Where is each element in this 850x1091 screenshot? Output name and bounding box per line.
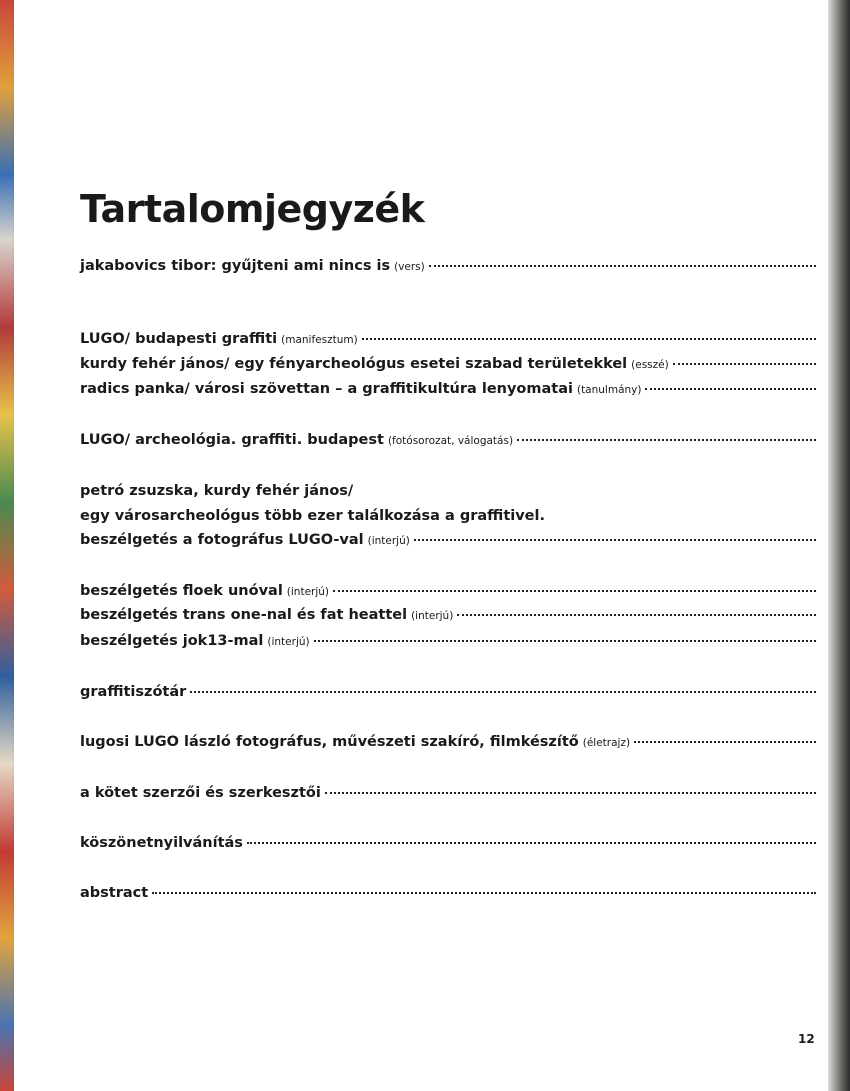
entry-title: petró zsuzska, kurdy fehér jános/ (80, 483, 354, 499)
dot-leader (634, 741, 816, 743)
entry-title: kurdy fehér jános/ egy fényarcheológus esetei szabad területekkel (80, 356, 628, 372)
dot-leader (517, 439, 816, 441)
entry-genre: (manifesztum) (281, 334, 358, 346)
toc-entry-interju-lugo (80, 531, 816, 550)
dot-leader (247, 842, 816, 844)
dot-leader (457, 614, 816, 616)
entry-title: LUGO/ archeológia. graffiti. budapest (80, 432, 384, 448)
dot-leader (190, 691, 816, 693)
entry-title: beszélgetés jok13-mal (80, 633, 264, 649)
entry-genre: (életrajz) (582, 737, 631, 749)
dot-leader (333, 590, 816, 592)
book-page (14, 0, 828, 1091)
entry-title: graffitiszótár (80, 684, 187, 700)
entry-genre: (interjú) (411, 610, 454, 622)
book-gutter-shadow (828, 0, 850, 1091)
entry-genre: (tanulmány) (576, 384, 642, 396)
entry-genre: (fotósorozat, válogatás) (387, 435, 514, 447)
entry-title: beszélgetés floek unóval (80, 583, 283, 599)
toc-entry-fotosorozat (80, 431, 816, 450)
entry-genre: (vers) (394, 261, 425, 273)
entry-title: radics panka/ városi szövettan – a graffitikultúra lenyomatai (80, 381, 573, 397)
toc-entry-subtitle-line (80, 507, 545, 525)
toc-entry-vers (80, 257, 816, 276)
entry-title: köszönetnyilvánítás (80, 835, 243, 851)
page-title: Tartalomjegyzék (80, 187, 425, 231)
toc-entry-essze (80, 355, 816, 374)
entry-title: abstract (80, 885, 149, 901)
dot-leader (414, 539, 816, 541)
entry-genre: (esszé) (631, 359, 669, 371)
toc-entry-manifesztum (80, 330, 816, 349)
dot-leader (314, 640, 816, 642)
entry-genre: (interjú) (367, 535, 410, 547)
toc-entry-authors-line (80, 482, 353, 500)
dot-leader (325, 792, 816, 794)
dot-leader (429, 265, 816, 267)
toc-entry-tanulmany (80, 380, 816, 399)
dot-leader (645, 388, 816, 390)
entry-title: a kötet szerzői és szerkesztői (80, 785, 321, 801)
page-number: 12 (798, 1032, 815, 1046)
toc-entry-interju-floek (80, 582, 816, 601)
entry-title: lugosi LUGO lászló fotográfus, művészeti szakíró, filmkészítő (80, 734, 579, 750)
dot-leader (362, 338, 816, 340)
entry-title: egy városarcheológus több ezer találkozása a graffitivel. (80, 508, 545, 524)
dot-leader (152, 892, 816, 894)
entry-title: jakabovics tibor: gyűjteni ami nincs is (80, 258, 391, 274)
toc-entry-abstract (80, 884, 816, 902)
toc-entry-interju-trans-one (80, 606, 816, 625)
entry-title: beszélgetés trans one-nal és fat heattel (80, 607, 408, 623)
toc-entry-eletrajz (80, 733, 816, 752)
entry-genre: (interjú) (286, 586, 330, 598)
toc-entry-szerzok (80, 784, 816, 802)
toc-entry-interju-jok13 (80, 632, 816, 651)
entry-title: LUGO/ budapesti graffiti (80, 331, 278, 347)
entry-title: beszélgetés a fotográfus LUGO-val (80, 532, 364, 548)
dot-leader (673, 363, 816, 365)
entry-genre: (interjú) (267, 636, 310, 648)
toc-entry-koszonetnyilvanitas (80, 834, 816, 852)
toc-entry-graffitiszotar (80, 683, 816, 701)
